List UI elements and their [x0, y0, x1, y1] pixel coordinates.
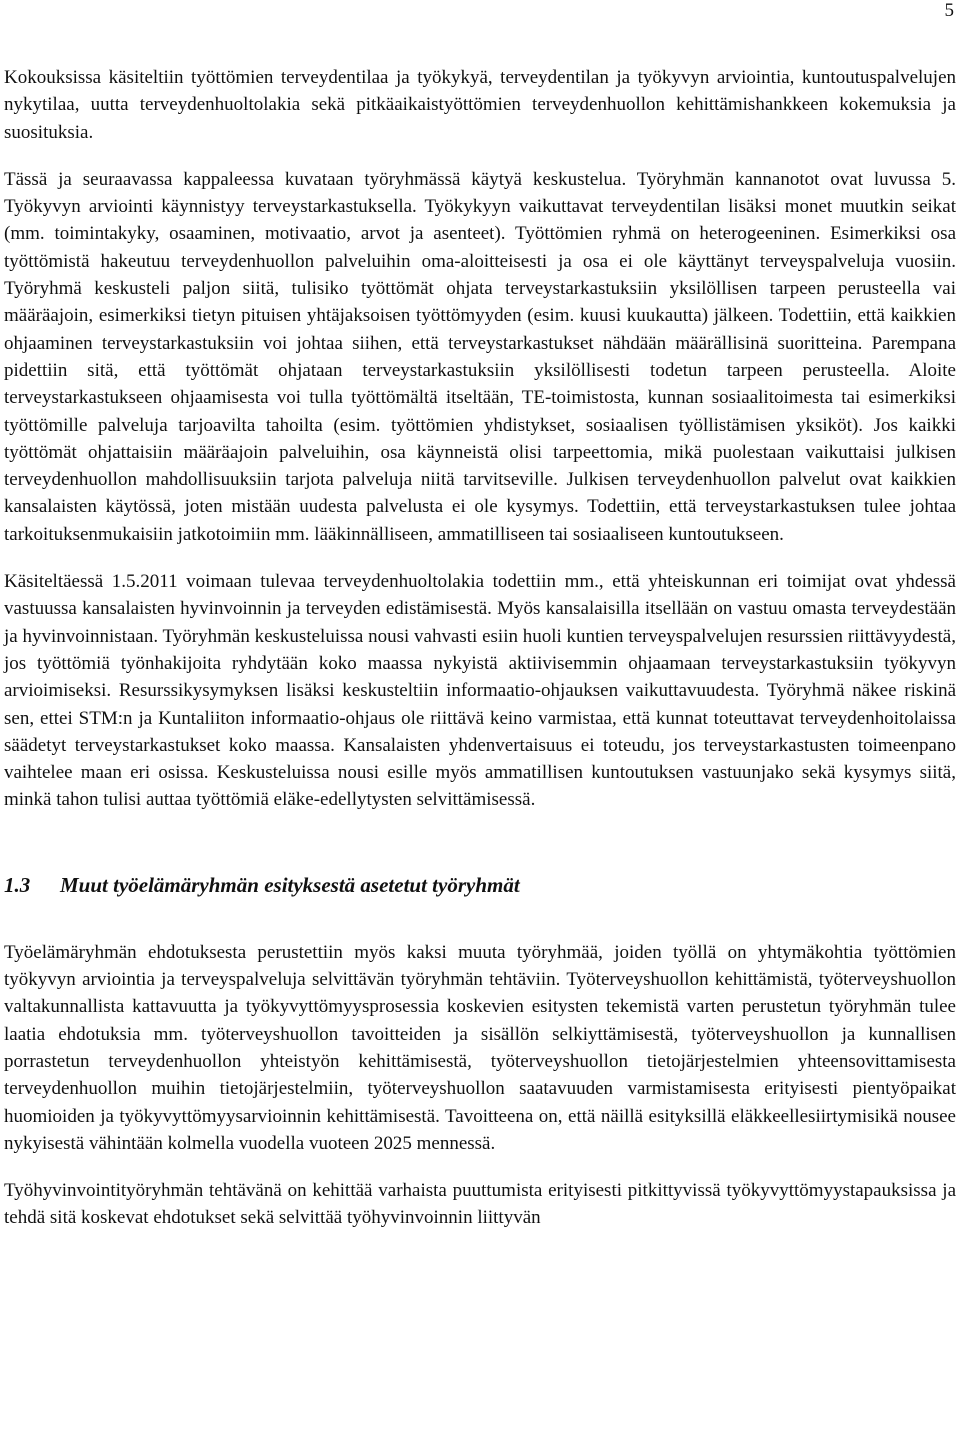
paragraph-other-working-groups: Työelämäryhmän ehdotuksesta perustettiin myös kaksi muuta työryhmää, joiden työllä on yhtymäkohtia työttömien työkyvyn arviointia ja terveyspalveluja selvittävän työryhmän tehtäviin. Työterveyshuollon kehittämistä, työterveyshuollon valtakunnallista kattavuutta ja työkyvyttömyysprosessia koskevien esitysten tekemistä varten perustetun työryhmän tulee laatia ehdotuksia mm. työterveyshuollon tavoitteiden ja sisällön selkiyttämisestä, työterveyshuollon ja kunnallisen porrastetun terveydenhuollon yhteistyön kehittämisestä, työterveyshuollon tietojärjestelmien yhteensovittamisesta terveydenhuollon muihin tietojärjestelmiin, työterveyshuollon saatavuuden varmistamisesta erityisesti pientyöpaikat huomioiden ja työkyvyttömyysarvioinnin kehittämisestä. Tavoitteena on, että näillä esityksillä eläkkeellesiirtymisikä nousee nykyisestä vähintään kolmella vuodella vuoteen 2025 mennessä. [4, 941, 956, 1154]
paragraph-meetings: Kokouksissa käsiteltiin työttömien terveydentilaa ja työkykyä, terveydentilan ja työkyvyn arviointia, kuntoutuspalvelujen nykytilaa, uutta terveydenhuoltolakia sekä pitkäaikaistyöttömien terveydenhuollon kehittämishankkeen kokemuksia ja suosituksia. [4, 67, 956, 143]
paragraph-health-care-act: Käsiteltäessä 1.5.2011 voimaan tulevaa terveydenhuoltolakia todettiin mm., että yhteiskunnan eri toimijat ovat yhdessä vastuussa kansalaisten hyvinvoinnin ja terveyden edistämisestä. Myös kansalaisilla itsellään on vastuu omasta terveydestään ja hyvinvoinnistaan. Työryhmän keskusteluissa nousi vahvasti esiin huoli kuntien terveyspalvelujen resurssien riittävyydestä, jos työttömiä työnhakijoita ryhdytään koko maassa nykyistä aktiivisemmin ohjaamaan terveystarkastuksiin työkyvyn arvioimiseksi. Resurssikysymyksen lisäksi keskusteltiin informaatio-ohjauksen vaikuttavuudesta. Työryhmä näkee riskinä sen, ettei STM:n ja Kuntaliiton informaatio-ohjaus ole riittävä keino varmistaa, että kunnat toteuttavat terveydenhoitolaissa säädetyt terveystarkastukset koko maassa. Kansalaisten yhdenvertaisuus ei toteudu, jos terveystarkastusten toimeenpano vaihtelee maan eri osissa. Keskusteluissa nousi esille myös ammatillisen kuntoutuksen vastuunjako sekä kysymys siitä, minkä tahon tulisi auttaa työttömiä eläke-edellytysten selvittämisessä. [4, 571, 956, 811]
section-heading [4, 872, 956, 899]
section-number: 1.3 [4, 872, 31, 897]
paragraph-discussion: Tässä ja seuraavassa kappaleessa kuvataan työryhmässä käytyä keskustelua. Työryhmän kannanotot ovat luvussa 5. Työkyvyn arviointi käynnistyy terveystarkastuksella. Työkykyyn vaikuttavat terveydentilan lisäksi monet muutkin seikat (mm. toimintakyky, osaaminen, motivaatio, arvot ja asenteet). Työttömien ryhmä on heterogeeninen. Esimerkiksi osa työttömistä hakeutuu terveydenhuollon palveluihin oma-aloitteisesti ja osa ei ole käyttänyt terveyspalveluja vuosiin. Työryhmä keskusteli paljon siitä, tulisiko työttömät ohjata terveystarkastuksiin yksilöllisen tarpeen perusteella vai määräajoin, esimerkiksi tietyn pituisen yhtäjaksoisen työttömyyden (esim. kuusi kuukautta) jälkeen. Todettiin, että kaikkien ohjaaminen terveystarkastuksiin voi johtaa siihen, että terveystarkastukset nähdään määrällisinä suoritteina. Parempana pidettiin sitä, että työttömät ohjataan terveystarkastuksiin yksilöllisesti todetun tarpeen perusteella. Aloite terveystarkastukseen ohjaamisesta voi tulla työttömältä itseltään, TE-toimistosta, kunnan sosiaalitoimesta tai esimerkiksi työttömille palveluja tarjoavilta tahoilta (esim. työttömien yhdistykset, sosiaalisen työllistämisen yksiköt). Jos kaikki työttömät ohjattaisiin määräajoin palveluihin, osa käynneistä olisi tarpeettomia, mikä puolestaan vaikuttaisi julkisen terveydenhuollon mahdollisuuksiin tarjota palveluja niitä tarvitseville. Julkisen terveydenhuollon palvelut ovat kaikkien kansalaisten käytössä, joten mistään uudesta palvelusta ei ole kysymys. Todettiin, että terveystarkastuksen tulee johtaa tarkoituksenmukaisiin jatkotoimiin mm. lääkinnälliseen, ammatilliseen tai sosiaaliseen kuntoutukseen. [4, 168, 956, 545]
document-body [4, 64, 956, 1232]
paragraph-wellbeing-group: Työhyvinvointityöryhmän tehtävänä on kehittää varhaista puuttumista erityisesti pitkittyvissä työkyvyttömyystapauksissa ja tehdä sitä koskevat ehdotukset sekä selvittää työhyvinvoinnin liittyvän [4, 1180, 956, 1229]
page-number: 5 [944, 0, 954, 21]
section-title: Muut työelämäryhmän esityksestä asetetut työryhmät [60, 872, 520, 897]
